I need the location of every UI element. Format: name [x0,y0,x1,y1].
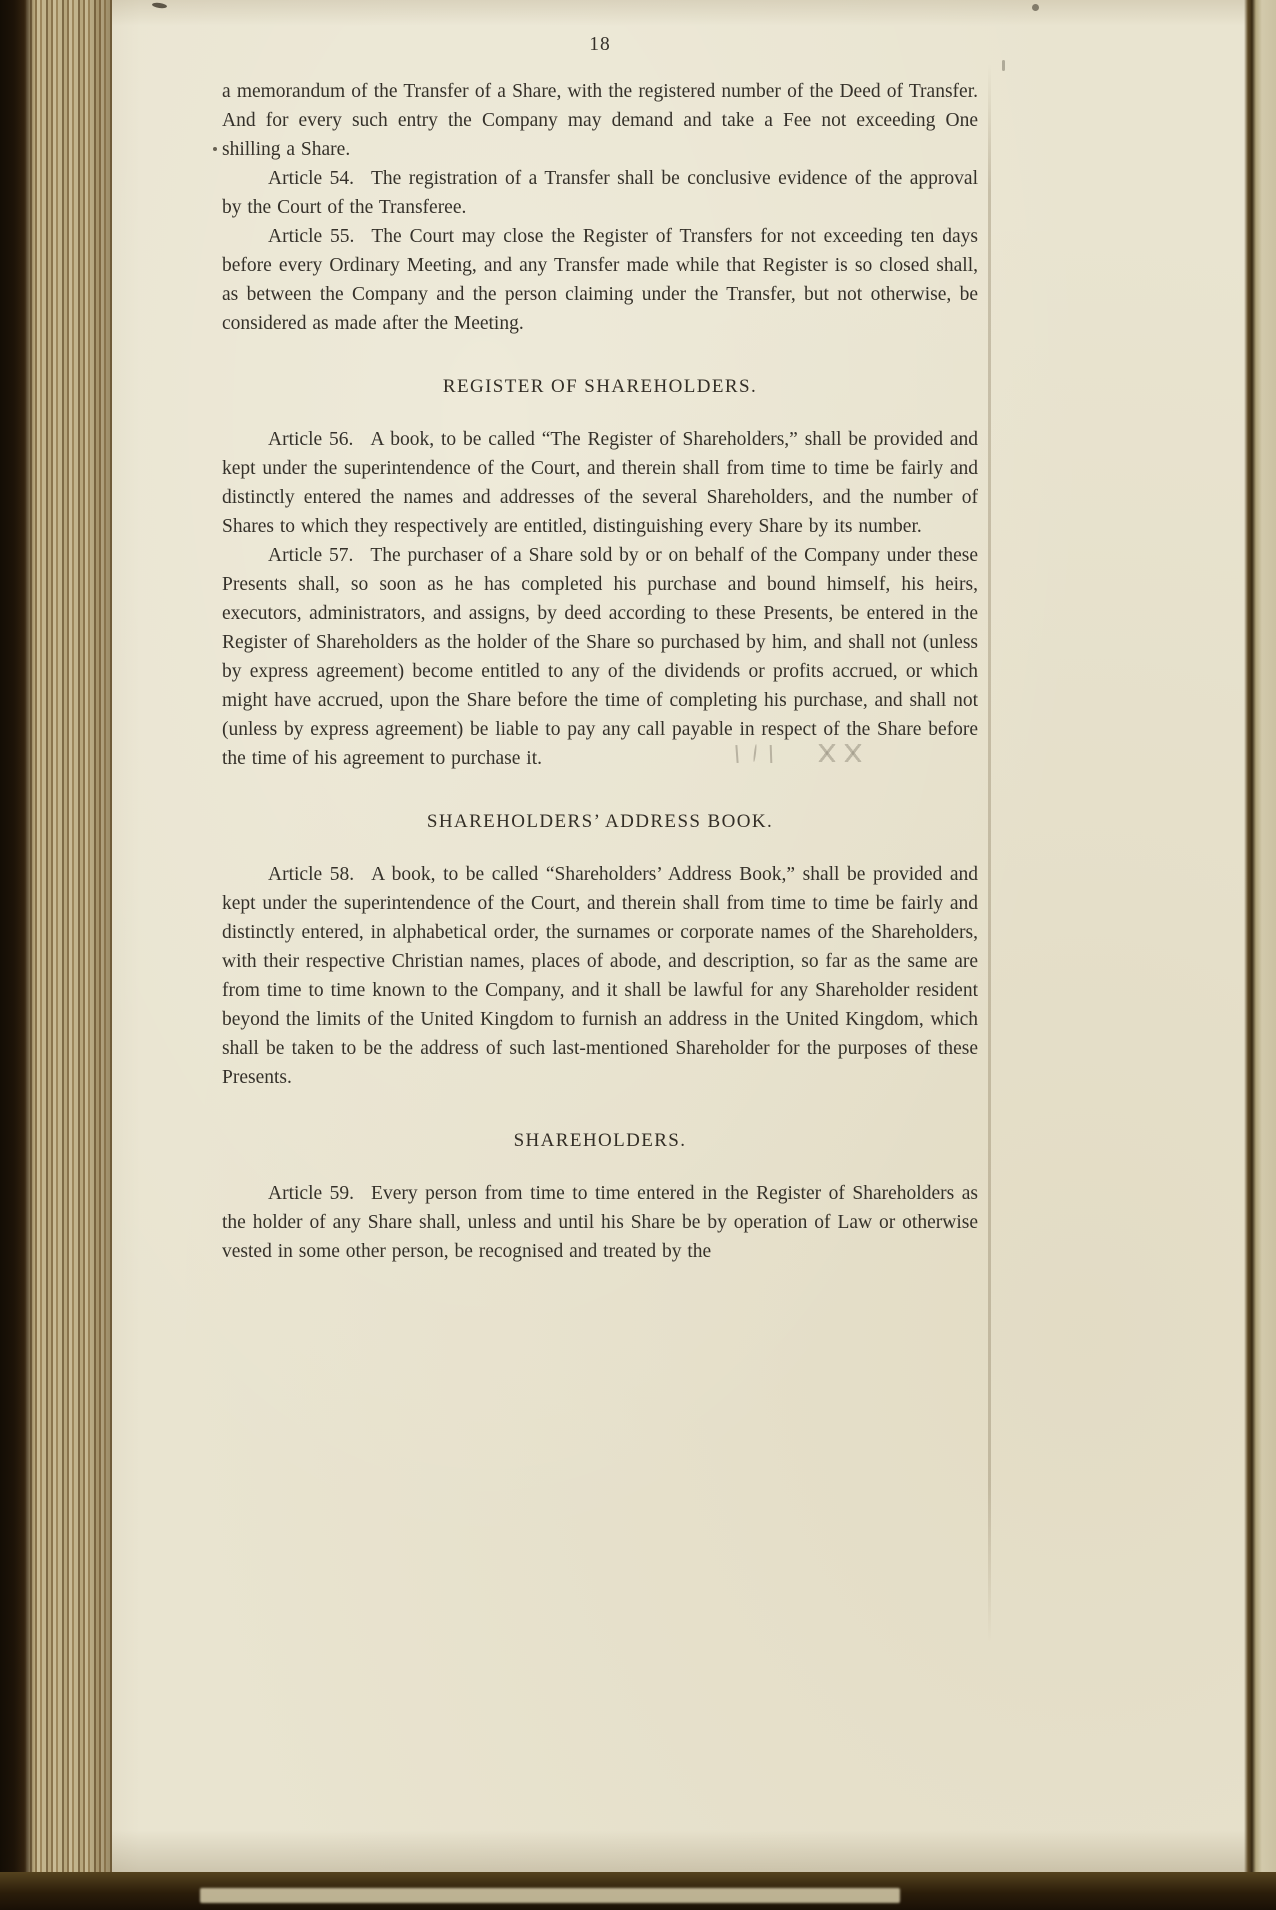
article-54-paragraph [222,164,978,222]
article-58-paragraph [222,860,978,1092]
continuation-paragraph [222,77,978,164]
right-page-fold-line [988,64,991,1644]
article-label: Article 55. [268,226,355,247]
section-heading-shareholders-address-book: SHAREHOLDERS’ ADDRESS BOOK. [426,811,774,832]
book-spine-shadow [0,0,34,1910]
article-55-paragraph [222,222,978,338]
article-text: Every person from time to time entered in the Register of Shareholders as the holder of any Share shall, unless and until his Share be by operation of Law or otherwise vested in some other person, be recognised and treated by the [222,1183,978,1262]
ink-speck [1002,60,1005,71]
bottom-edge-highlight [200,1888,900,1903]
section-heading-register-of-shareholders: REGISTER OF SHAREHOLDERS. [442,376,758,397]
article-57-paragraph [222,541,978,773]
page-number: 18 [589,34,611,55]
article-56-paragraph [222,425,978,541]
section-heading-shareholders: SHAREHOLDERS. [513,1130,687,1151]
article-text: The Court may close the Register of Transfers for not exceeding ten days before every Ordinary Meeting, and any Transfer made while that Register is so closed shall, as between the Company and the person claiming under the Transfer, but not otherwise, be considered as made after the Meeting. [222,226,979,334]
article-label: Article 57. [268,545,354,566]
paragraph-text: a memorandum of the Transfer of a Share, with the registered number of the Deed of Transfer. And for every such entry the Company may demand and take a Fee not exceeding One shilling a Share. [222,81,978,160]
article-label: Article 59. [268,1183,355,1204]
article-label: Article 56. [268,429,354,450]
article-text: A book, to be called “Shareholders’ Address Book,” shall be provided and kept under the superintendence of the Court, and therein shall from time to time be fairly and distinctly entered, in alphabetical order, the surnames or corporate names of the Shareholders, with their respective Christian names, places of abode, and description, so far as the same are from time to time known to the Company, and it shall be lawful for any Shareholder resident beyond the limits of the United Kingdom to furnish an address in the United Kingdom, which shall be taken to be the address of such last-mentioned Shareholder for the purposes of these Presents. [222,864,978,1088]
article-text: The purchaser of a Share sold by or on behalf of the Company under these Presents shall, so soon as he has completed his purchase and bound himself, his heirs, executors, administrators, and assigns, by deed according to these Presents, be entered in the Register of Shareholders as the holder of the Share so purchased by him, and shall not (unless by express agreement) become entitled to any of the dividends or profits accrued, or which might have accrued, upon the Share before the time of completing his purchase, and shall not (unless by express agreement) be liable to pay any call payable in respect of the Share before the time of his agreement to purchase it. [222,545,978,769]
article-text: A book, to be called “The Register of Shareholders,” shall be provided and kept under the superintendence of the Court, and therein shall from time to time be fairly and distinctly entered the names and addresses of the several Shareholders, and the number of Shares to which they respectively are entitled, distinguishing every Share by its number. [222,429,979,537]
right-page-edge [1244,0,1276,1910]
article-label: Article 54. [268,168,354,189]
ink-speck [1032,4,1039,11]
article-59-paragraph [222,1179,978,1266]
article-label: Article 58. [268,864,355,885]
article-text: The registration of a Transfer shall be conclusive evidence of the approval by the Court of the Transferee. [222,168,978,218]
text-column [222,30,978,1266]
ink-speck [213,147,217,151]
